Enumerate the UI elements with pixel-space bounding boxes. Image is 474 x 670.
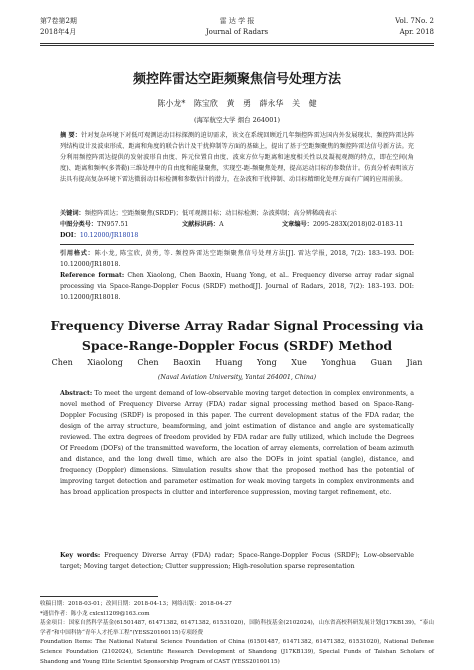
citation-en-text: Chen Xiaolong, Chen Baoxin, Huang Yong, et al.. Frequency diverse array radar signal processing via Space-Range-Doppler Focus (SRDF) method[J]. Journal of Radars, 2018, 7(2): 183–193. DOI: 10.12000/JR18018. bbox=[60, 272, 415, 301]
author-en: Chen Xiaolong bbox=[51, 358, 123, 367]
paper-title-en bbox=[40, 316, 434, 356]
header-date-en: Apr. 2018 bbox=[399, 28, 434, 36]
header-rule bbox=[40, 43, 434, 44]
corresponding-author: *通信作者：陈小龙 cxlcxl1209@163.com bbox=[40, 610, 150, 617]
abstract-text-cn: 针对复杂环境下对低可观测运动目标探测的迫切需求，该文在系统回顾近几年频控阵雷达国内外发展现状、频控阵雷达阵列结构设计及波束形成、距离和角度的联合估计及干扰抑制等方面的基础上，提出了基于空距频聚焦的频控阵雷达信号新方法。充分利用频控阵雷达提供的发射波形自由度、阵元位置自由度、波束方位与距离和速度相关性以及凝视观测的特点，即在空间(角度)、距离和频率(多普勒)三维处理中的自由度和能量聚焦，实现空-距-频聚焦处理，提高运动目标的参数估计。仿真分析表明该方法具有提高复杂环境下雷达微弱动目标检测和参数估计的潜力，在杂波和干扰抑制、动目标精细化处理方面有广阔的应用前景。 bbox=[60, 132, 415, 183]
author-list-cn bbox=[40, 98, 434, 109]
keywords-label-cn: 关键词： bbox=[60, 210, 85, 217]
abstract-cn bbox=[60, 130, 414, 185]
header-volume-en: Vol. 7No. 2 bbox=[395, 17, 434, 25]
author-cn: 陈小龙* bbox=[157, 99, 186, 108]
doc-code-value: A bbox=[219, 221, 224, 228]
author-cn: 黄 勇 bbox=[226, 99, 251, 108]
citation-en-label: Reference format: bbox=[60, 272, 125, 279]
funding-cn: 基金项目：国家自然科学基金(61501487, 61471382, 61471382, 61531020)，国防科技基金(2102024)，山东省高校科研发展计划(J17KB139)，“泰山学者”和中国科协“青年人才托举工程”(YESS20160115)专项经费 bbox=[40, 620, 434, 636]
author-cn: 关 健 bbox=[292, 99, 317, 108]
author-en: Guan Jian bbox=[370, 358, 423, 367]
author-list-en bbox=[40, 358, 434, 367]
keywords-text-cn: 频控阵雷达；空距频聚焦(SRDF)；低可观测目标；动目标检测；杂波抑制；高分辨稀疏表示 bbox=[84, 210, 337, 217]
affiliation-en: (Naval Aviation University, Yantai 264001, China) bbox=[157, 374, 317, 381]
doi-link[interactable]: 10.12000/JR18018 bbox=[79, 232, 139, 239]
keywords-en bbox=[60, 550, 414, 572]
footnote-rule bbox=[40, 596, 158, 597]
abstract-label-cn: 摘 要： bbox=[60, 132, 82, 139]
author-cn: 薛永华 bbox=[259, 99, 284, 108]
paper-title-cn: 频控阵雷达空距频聚焦信号处理方法 bbox=[132, 72, 341, 87]
received-dates: 收稿日期：2018-03-01；改回日期：2018-04-13；网络出版：2018-04-27 bbox=[40, 601, 232, 607]
header-center bbox=[40, 16, 434, 38]
doi-label: DOI： bbox=[60, 232, 80, 239]
paper-title-en-line2: Space-Range-Doppler Focus (SRDF) Method bbox=[81, 338, 393, 353]
abstract-text-en: To meet the urgent demand of low-observable moving target detection in complex environments, a novel method of Frequency Diverse Array (FDA) radar signal processing method based on Space-Rang-Doppler Focusing (SRDF) is proposed in this paper. The current development status of the FDA radar, the design of the array structure, beamforming, and joint estimation of distance and angle are systematically reviewed. The extra degrees of freedom provided by FDA radar are fully utilized, which include the Degrees Of Freedom (DOFs) of the transmitted waveform, the location of array elements, correlation of beam azimuth and distance, and the long dwell time, which are also the DOFs in joint spatial (angle), distance, and frequency (Doppler) dimensions. Simulation results show that the proposed method has the potential of improving target detection and parameter estimation for weak moving targets in complex environments and has broad application prospects in clutter and interference suppression, moving target refinement, etc. bbox=[60, 390, 414, 496]
header-rule-thin bbox=[40, 45, 434, 46]
classification-row bbox=[60, 219, 414, 230]
keywords-cn bbox=[60, 208, 414, 219]
citation-en bbox=[60, 270, 414, 303]
citation-cn-label: 引用格式： bbox=[60, 250, 95, 257]
header-volume-cn: 第7卷第2期 bbox=[40, 17, 77, 25]
author-en: Huang Yong bbox=[215, 358, 277, 367]
meta-divider bbox=[60, 244, 414, 245]
citation-cn bbox=[60, 248, 414, 270]
header-date-cn: 2018年4月 bbox=[40, 28, 77, 36]
abstract-en bbox=[60, 388, 414, 498]
author-en: Chen Baoxin bbox=[137, 358, 201, 367]
citation-cn-text: 陈小龙, 陈宝欣, 黄勇, 等. 频控阵雷达空距频聚焦信号处理方法[J]. 雷达学报, 2018, 7(2): 183–193. DOI: 10.12000/JR18018. bbox=[60, 250, 415, 268]
clc-field bbox=[60, 219, 128, 230]
article-no-value: 2095-283X(2018)02-0183-11 bbox=[312, 221, 404, 228]
footnotes bbox=[40, 600, 434, 667]
header-journal-en: Journal of Radars bbox=[205, 28, 269, 36]
abstract-label-en: Abstract: bbox=[60, 390, 93, 397]
header-journal-cn: 雷 达 学 报 bbox=[219, 17, 255, 25]
keywords-label-en: Key words: bbox=[60, 552, 101, 559]
author-en: Xue Yonghua bbox=[291, 358, 357, 367]
paper-title-en-line1: Frequency Diverse Array Radar Signal Processing via bbox=[50, 318, 424, 333]
affiliation-cn: (海军航空大学 烟台 264001) bbox=[193, 116, 281, 124]
doi-row bbox=[60, 230, 414, 241]
doc-code-label: 文献标识码： bbox=[182, 221, 220, 228]
clc-label: 中图分类号： bbox=[60, 221, 98, 228]
clc-value: TN957.51 bbox=[97, 221, 129, 228]
doc-code-field bbox=[182, 219, 224, 230]
author-cn: 陈宝欣 bbox=[193, 99, 218, 108]
funding-en: Foundation Items: The National Natural Science Foundation of China (61501487, 61471382, 61471382, 61531020), National Defense Science Foundation (2102024), Scientific Research Development of Shandong (J17KB139), Special Funds of Taishan Scholars of Shandong and Young Elite Scientist Sponsorship Program of CAST (YESS20160115) bbox=[40, 639, 434, 665]
article-no-label: 文章编号： bbox=[282, 221, 313, 228]
article-no-field bbox=[282, 219, 403, 230]
keywords-text-en: Frequency Diverse Array (FDA) radar; Space-Range-Doppler Focus (SRDF); Low-observable target; Moving target detection; Clutter suppression; High-resolution sparse representation bbox=[60, 552, 414, 570]
header-right bbox=[395, 16, 434, 38]
running-header bbox=[40, 16, 434, 46]
